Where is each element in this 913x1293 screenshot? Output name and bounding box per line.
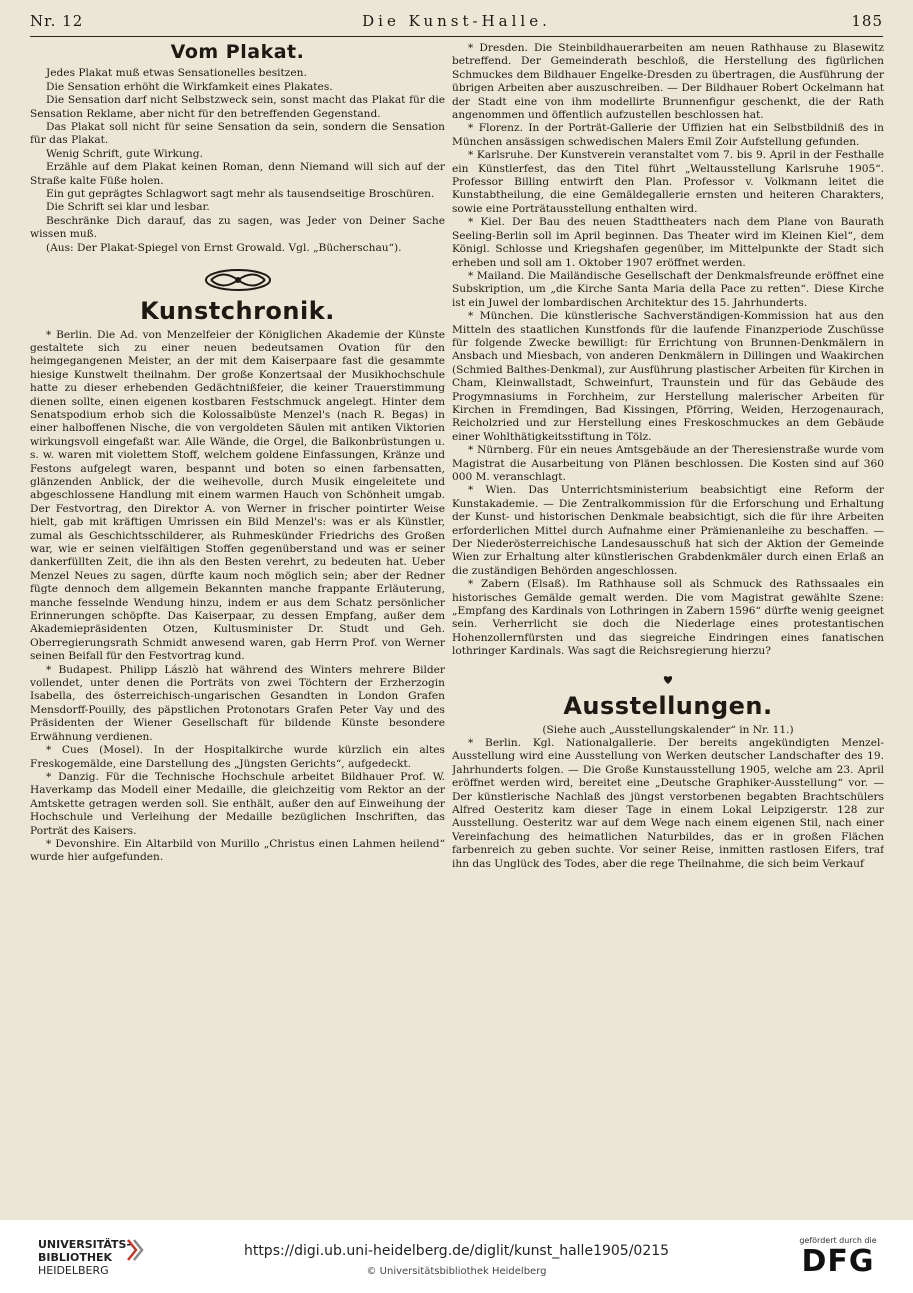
paragraph: Wenig Schrift, gute Wirkung. — [46, 147, 203, 160]
chronik-entry: * Nürnberg. Für ein neues Amtsgebäude an der Theresienstraße wurde vom Magistrat die Ausarbeitung von Plänen beschlossen. Die Kosten sind auf 360 000 M. veranschlagt. — [452, 444, 884, 483]
logo-text-line: UNIVERSITÄTS- — [38, 1238, 132, 1251]
chronik-entry: * Budapest. Philipp Lászlò hat während des Winters mehrere Bilder vollendet, unter denen die Porträts von zwei Töchtern der Erzherzogin Isabella, des österreichisch-ungarischen Gesandten in London Grafen Mensdorff-Pouilly, des päpstlichen Protonotars Grafen Peter Vay und des Präsidenten der Wiener Gesellschaft für bildende Künste besondere Erwähnung verdienen. — [30, 663, 445, 743]
section-title-plakat: Vom Plakat. — [170, 42, 305, 63]
chronik-entry: * Mailand. Die Mailändische Gesellschaft der Denkmalsfreunde eröffnet eine Subskription, um „die Kirche Santa Maria della Pace zu retten“. Diese Kirche ist ein Juwel der lombardischen Architektur des 15. Jahrhunderts. — [452, 269, 884, 309]
chronik-entry: * Devonshire. Ein Altarbild von Murillo „Christus einen Lahmen heilend“ wurde hier aufgefunden. — [30, 837, 445, 864]
section-title-ausstellungen: Ausstellungen. — [563, 692, 773, 721]
decorative-ornament — [30, 267, 445, 293]
paragraph: Erzähle auf dem Plakat keinen Roman, denn Niemand will sich auf der Straße kalte Füße holen. — [30, 161, 445, 187]
chronik-entry: * Kiel. Der Bau des neuen Stadttheaters nach dem Plane von Baurath Seeling-Berlin soll im April beginnen. Das Theater wird im Kleinen Kiel“, dem Königl. Schlosse und Kriegshafen gegenüber, im Mittelpunkte der Stadt sich erheben und soll am 1. Oktober 1907 eröffnet werden. — [452, 216, 884, 269]
page-header — [30, 10, 883, 37]
dfg-wordmark: DFG — [801, 1244, 875, 1279]
left-column — [30, 42, 445, 1212]
chronik-entry: * Karlsruhe. Der Kunstverein veranstaltet vom 7. bis 9. April in der Festhalle ein Künstlerfest, das den Titel führt „Weltausstellung Karlsruhe 1905“. Professor Billing entwirft den Plan. Professor v. Volkmann leitet die Kunstabtheilung, die eine Gemäldegallerie ernsten und heiteren Charakters, sowie eine Porträtausstellung enthalten wird. — [452, 149, 884, 215]
logo-text-line: BIBLIOTHEK — [38, 1251, 113, 1264]
ornament-icon — [203, 267, 273, 293]
paragraph: Die Sensation darf nicht Selbstzweck sein, sonst macht das Plakat für die Sensation Reklame, aber nicht für den betreffenden Gegenstand. — [30, 94, 445, 120]
paragraph: Das Plakat soll nicht für seine Sensation da sein, sondern die Sensation für das Plakat. — [30, 121, 445, 147]
chronik-entry: * München. Die künstlerische Sachverständigen-Kommission hat aus den Mitteln des staatlichen Kunstfonds für die laufende Finanzperiode Zuschüsse für folgende Zwecke bewilligt: für Errichtung von Brunnen-Denkmälern in Ansbach und Miesbach, von anderen Denkmälern in Dillingen und Waakirchen (Schmied Balthes-Denkmal), zur Ausführung plastischer Arbeiten für Kirchen in Cham, Kleinwallstadt, Schweinfurt, Traunstein und für das Gebäude des Progymnasiums in Forchheim, zur Herstellung malerischer Arbeiten für Kirchen in Fremdingen, Bad Kissingen, Pförring, Weiden, Herzogenaurach, Reicholzried und zur Herstellung eines Freskoschmuckes an dem Gebäude einer Wohlthätigkeitsstiftung in Tölz. — [452, 310, 884, 443]
right-column — [452, 42, 884, 1212]
issue-number: Nr. 12 — [30, 12, 84, 30]
paragraph: Die Sensation erhöht die Wirkfamkeit eines Plakates. — [46, 80, 333, 93]
chronik-entry: * Berlin. Die Ad. von Menzelfeier der Königlichen Akademie der Künste gestaltete sich zu einer neuen bedeutsamen Ovation für den heimgegangenen Meister, an der mit dem Kaiserpaare fast die gesammte hiesige Kunstwelt theilnahm. Der große Konzertsaal der Musikhochschule hatte zu dieser erhebenden Gedächtnißfeier, die keiner Trauerstimmung dienen sollte, einen eigenen kostbaren Festschmuck angelegt. Hinter dem Senatspodium erhob sich die Kolossalbüste Menzel's (nach R. Begas) in einer halboffenen Nische, die von vergoldeten Säulen mit antiken Viktorien wirkungsvoll eingefaßt war. Alle Wände, die Orgel, die Balkonbrüstungen u. s. w. waren mit violettem Stoff, welchem goldene Einfassungen, Kränze und Festons aufgelegt waren, bespannt und boten so einen farbensatten, glänzenden Anblick, der die weihevolle, durch Musik eingeleitete und abgeschlossene Handlung mit einem warmen Hauch von Schönheit umgab. Der Festvortrag, den Direktor A. von Werner in frischer pointirter Weise hielt, gab mit kräftigen Umrissen ein Bild Menzel's: was er als Künstler, zumal als Geschichtsschilderer, als Ruhmeskünder Friedrichs des Großen war, wie er seinen vielfältigen Stoffen gegenüberstand und was er seiner dankerfüllten Zeit, die ihn als den Besten verehrt, zu bedeuten hat. Ueber Menzel Neues zu sagen, dürfte kaum noch möglich sein; aber der Redner fügte dennoch dem allgemein Bekannten manche frappante Erläuterung, manche fesselnde Wendung hinzu, indem er aus dem Schatz persönlicher Erinnerungen schöpfte. Das Kaiserpaar, zu dessen Empfang, außer dem Akademiepräsidenten Otzen, Kultusminister Dr. Studt und Geh. Oberregierungsrath Schmidt anwesend waren, gab Herrn Prof. von Werner seinen Beifall für den Festvortrag kund. — [30, 328, 445, 663]
paragraph: Ein gut geprägtes Schlagwort sagt mehr als tausendseitige Broschüren. — [46, 188, 435, 201]
source-citation: (Aus: Der Plakat-Spiegel von Ernst Growald. Vgl. „Bücherschau“). — [46, 241, 402, 254]
fleuron-icon — [661, 673, 675, 685]
viewer-footer — [0, 1220, 913, 1293]
chronik-entry: * Cues (Mosel). In der Hospitalkirche wurde kürzlich ein altes Freskogemälde, eine Darstellung des „Jüngsten Gerichts“, aufgedeckt. — [30, 744, 445, 770]
permalink-url[interactable]: https://digi.ub.uni-heidelberg.de/diglit/kunst_halle1905/0215 — [243, 1243, 670, 1259]
small-ornament — [452, 673, 884, 688]
dfg-logo[interactable] — [793, 1236, 883, 1279]
page-number: 185 — [851, 12, 883, 30]
chronik-entry: * Wien. Das Unterrichtsministerium beabsichtigt eine Reform der Kunstakademie. — Die Zentralkommission für die Erforschung und Erhaltung der Kunst- und historischen Denkmale beabsichtigt, sich die für ihre Arbeiten erforderlichen Mittel durch Aufnahme einer Prämienanleihe zu beschaffen. — Der Niederösterreichische Landesausschuß hat sich der Aktion der Gemeinde Wien zur Erhaltung alter künstlerischen Grabdenkmäler durch einen Erlaß an die zuständigen Behörden angeschlossen. — [452, 484, 884, 577]
dfg-caption: gefördert durch die — [799, 1236, 877, 1245]
paragraph: Die Schrift sei klar und lesbar. — [46, 201, 210, 214]
chronik-entry: * Dresden. Die Steinbildhauerarbeiten am neuen Rathhause zu Blasewitz betreffend. Der Gemeinderath beschloß, die Herstellung des figürlichen Schmuckes dem Bildhauer Engelke-Dresden zu übertragen, die Ausführung der übrigen Arbeiten aber auszuschreiben. — Der Bildhauer Robert Ockelmann hat der Stadt eine von ihm modellirte Brunnenfigur geschenkt, die der Rath angenommen und öffentlich aufzustellen beschlossen hat. — [452, 42, 884, 122]
section-title-kunstchronik: Kunstchronik. — [140, 297, 335, 326]
logo-text-line: HEIDELBERG — [38, 1264, 109, 1277]
chronik-entry: * Zabern (Elsaß). Im Rathhause soll als Schmuck des Rathssaales ein historisches Gemälde gemalt werden. Die vom Magistrat gewählte Szene: „Empfang des Kardinals von Lothringen in Zabern 1596“ dürfte wenig geeignet sein. Verherrlicht sie doch die Niederlage eines protestantischen Hohenzollernfürsten und das siegreiche Eindringen eines fanatischen lothringer Kardinals. Was sagt die Reichsregierung hierzu? — [452, 578, 884, 658]
ausstellungen-entry: * Berlin. Kgl. Nationalgallerie. Der bereits angekündigten Menzel-Ausstellung wird eine Ausstellung von Werken deutscher Landschafter des 19. Jahrhunderts folgen. — Die Große Kunstausstellung 1905, welche am 23. April eröffnet werden wird, bereitet eine „Deutsche Graphiker-Ausstellung“ vor. — Der künstlerische Nachlaß des jüngst verstorbenen begabten Brachtschülers Alfred Oesteritz kam dieser Tage in einem Lokal Leipzigerstr. 128 zur Ausstellung. Oesteritz war auf dem Wege nach einem eigenen Stil, nach einer Vereinfachung des heimatlichen Naturbildes, das er in großen Flächen farbenreich zu geben suchte. Vor seiner Reise, inmitten rastlosen Eifers, traf ihn das Unglück des Todes, aber die rege Theilnahme, die sich beim Verkauf — [452, 736, 884, 870]
journal-title: Die Kunst-Halle. — [362, 12, 551, 30]
copyright-notice: © Universitätsbibliothek Heidelberg — [366, 1266, 547, 1277]
paragraph: Beschränke Dich darauf, das zu sagen, was Jeder von Deiner Sache wissen muß. — [30, 214, 445, 241]
chronik-entry: * Danzig. Für die Technische Hochschule arbeitet Bildhauer Prof. W. Haverkamp das Modell einer Medaille, die gleichzeitig vom Rektor an der Amtskette getragen werden soll. Sie enthält, außer den auf Einweihung der Hochschule und Verleihung der Medaille bezüglichen Inschriften, das Porträt des Kaisers. — [30, 770, 445, 837]
paragraph: Jedes Plakat muß etwas Sensationelles besitzen. — [46, 67, 307, 80]
chronik-entry: * Florenz. In der Porträt-Gallerie der Uffizien hat ein Selbstbildniß des in München ansässigen schwedischen Malers Emil Zoir Aufstellung gefunden. — [452, 122, 884, 148]
ausstellungen-note: (Siehe auch „Ausstellungskalender“ in Nr. 11.) — [542, 723, 794, 736]
